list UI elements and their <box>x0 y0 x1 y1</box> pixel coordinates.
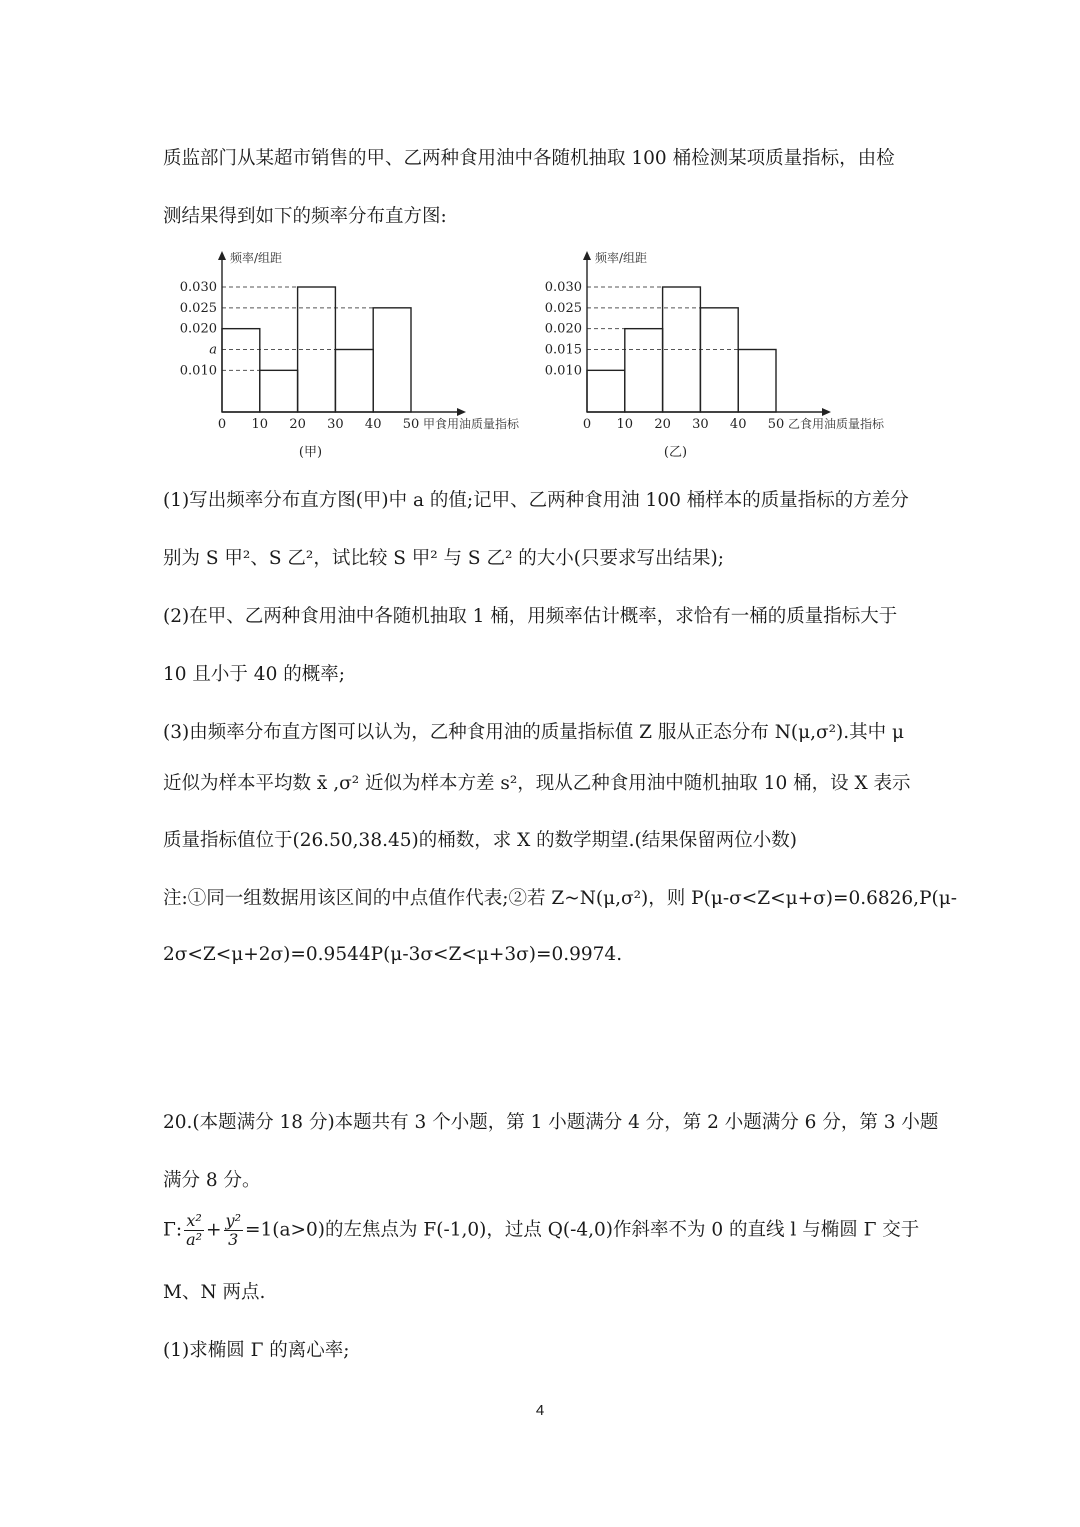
chart1-ytick-4: 0.010 <box>179 363 217 379</box>
chart2-xlabel: 乙食用油质量指标 <box>788 417 885 431</box>
chart2-xtick-2: 20 <box>654 417 671 432</box>
p19-q1-line2: 别为 S 甲²、S 乙²，试比较 S 甲² 与 S 乙² 的大小(只要求写出结果); <box>163 548 724 569</box>
page-number: 4 <box>535 1402 545 1419</box>
frac1-numerator: x² <box>184 1212 204 1231</box>
chart1-y-arrow-icon <box>218 251 226 260</box>
chart1-x-arrow-icon <box>457 408 466 416</box>
chart2-x-arrow-icon <box>822 408 831 416</box>
p20-line3: M、N 两点. <box>163 1282 266 1303</box>
chart2-ylabel: 频率/组距 <box>595 251 648 265</box>
p19-note-line1: 注:①同一组数据用该区间的中点值作代表;②若 Z~N(μ,σ²)，则 P(μ-σ<Z<μ+σ)=0.6826,P(μ- <box>163 888 958 909</box>
chart2-xtick-4: 40 <box>729 417 747 432</box>
chart2-xtick-1: 10 <box>616 417 634 432</box>
p20-q1: (1)求椭圆 Γ 的离心率; <box>163 1340 350 1361</box>
p20-header-line1: 20.(本题满分 18 分)本题共有 3 个小题，第 1 小题满分 4 分，第 2 小题满分 6 分，第 3 小题 <box>163 1112 939 1133</box>
fraction-y2-3 <box>224 1212 243 1249</box>
chart2-xtick-0: 0 <box>582 417 592 432</box>
histogram-figure <box>160 248 920 468</box>
chart2-ytick-2: 0.020 <box>544 321 582 337</box>
chart2-bar-1 <box>625 329 663 412</box>
chart2-bar-3 <box>700 308 738 412</box>
chart2-ytick-0: 0.030 <box>544 280 582 295</box>
p20-ellipse-line <box>163 1212 919 1249</box>
fraction-x2-a2 <box>184 1212 204 1249</box>
chart1-ytick-3: a <box>209 342 217 358</box>
p20-header-line2: 满分 8 分。 <box>163 1170 261 1191</box>
frac2-numerator: y² <box>225 1211 241 1230</box>
chart1-xtick-1: 10 <box>251 417 269 432</box>
chart1-bar-1 <box>260 370 298 412</box>
ellipse-prefix: Γ: <box>163 1219 183 1241</box>
chart2-y-arrow-icon <box>583 251 591 260</box>
chart1-xtick-5: 50 <box>402 417 420 432</box>
chart2-bar-0 <box>587 370 625 412</box>
chart2-ytick-1: 0.025 <box>544 300 582 316</box>
chart1-xtick-0: 0 <box>217 417 227 432</box>
p19-q3-line3: 质量指标值位于(26.50,38.45)的桶数，求 X 的数学期望.(结果保留两位小数) <box>163 830 797 851</box>
chart1-ytick-1: 0.025 <box>179 300 217 316</box>
chart2-title: (乙) <box>663 445 688 460</box>
chart1-xtick-4: 40 <box>364 417 382 432</box>
histograms-svg <box>160 248 920 468</box>
p19-q3-line2: 近似为样本平均数 x̄ ,σ² 近似为样本方差 s²，现从乙种食用油中随机抽取 10 桶，设 X 表示 <box>163 773 911 794</box>
p19-q2-line1: (2)在甲、乙两种食用油中各随机抽取 1 桶，用频率估计概率，求恰有一桶的质量指标大于 <box>163 606 898 627</box>
frac2-denominator: 3 <box>228 1230 239 1249</box>
p19-note-line2: 2σ<Z<μ+2σ)=0.9544P(μ-3σ<Z<μ+3σ)=0.9974. <box>163 944 623 965</box>
p19-q1-line1: (1)写出频率分布直方图(甲)中 a 的值;记甲、乙两种食用油 100 桶样本的质量指标的方差分 <box>163 490 909 511</box>
chart2-bar-4 <box>738 350 776 413</box>
chart1-ytick-0: 0.030 <box>179 280 217 295</box>
chart1-xtick-3: 30 <box>327 417 344 432</box>
plus-sign: + <box>206 1219 222 1241</box>
chart1-bar-0 <box>222 329 260 412</box>
chart1-ylabel: 频率/组距 <box>230 251 283 265</box>
chart1-ytick-2: 0.020 <box>179 321 217 337</box>
p19-intro-line1: 质监部门从某超市销售的甲、乙两种食用油中各随机抽取 100 桶检测某项质量指标，由检 <box>163 148 895 169</box>
chart2-ytick-3: 0.015 <box>544 342 582 358</box>
chart2-xtick-3: 30 <box>692 417 709 432</box>
p19-q3-line1: (3)由频率分布直方图可以认为，乙种食用油的质量指标值 Z 服从正态分布 N(μ,σ²).其中 μ <box>163 722 905 743</box>
chart1-bar-4 <box>373 308 411 412</box>
ellipse-rest: =1(a>0)的左焦点为 F(-1,0)，过点 Q(-4,0)作斜率不为 0 的直线 l 与椭圆 Γ 交于 <box>245 1219 920 1241</box>
chart1-xlabel: 甲食用油质量指标 <box>423 417 520 431</box>
chart1-bar-3 <box>335 350 373 413</box>
chart2-ytick-4: 0.010 <box>544 363 582 379</box>
chart1-title: (甲) <box>298 445 323 460</box>
p19-intro-line2: 测结果得到如下的频率分布直方图: <box>163 206 447 227</box>
p19-q2-line2: 10 且小于 40 的概率; <box>163 664 345 685</box>
chart2-xtick-5: 50 <box>767 417 785 432</box>
chart1-xtick-2: 20 <box>289 417 306 432</box>
frac1-denominator: a² <box>186 1230 203 1249</box>
